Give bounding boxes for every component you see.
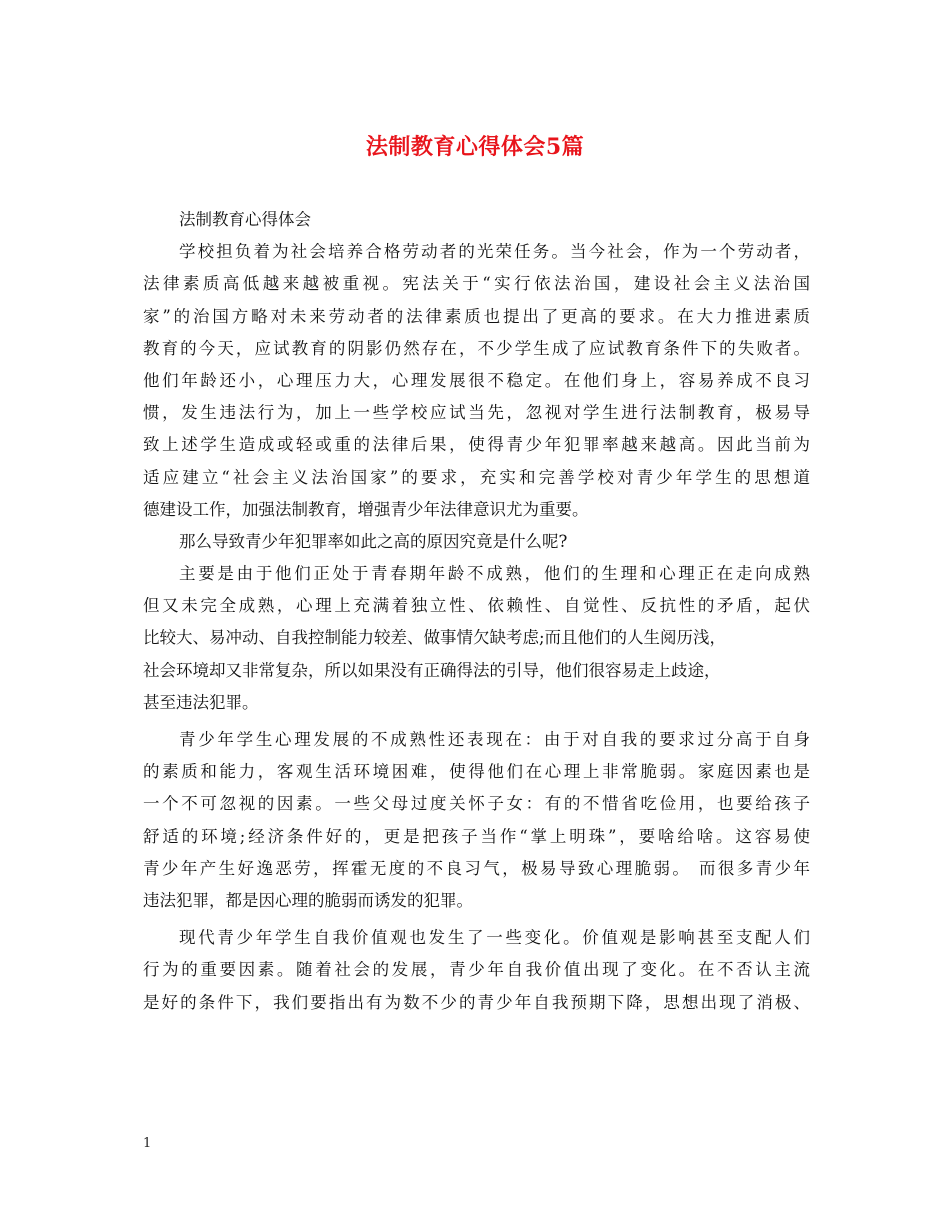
text-line: 德建设工作，加强法制教育，增强青少年法律意识尤为重要。 (143, 499, 589, 519)
text-line: 社会环境却又非常复杂，所以如果没有正确得法的引导，他们很容易走上歧途， (143, 660, 721, 680)
text-line: 惯，发生违法行为，加上一些学校应试当先，忽视对学生进行法制教育，极易导 (143, 403, 810, 423)
text-line: 适应建立“社会主义法治国家”的要求，充实和完善学校对青少年学生的思想道 (143, 467, 810, 487)
text-line: 那么导致青少年犯罪率如此之高的原因究竟是什么呢? (179, 531, 568, 551)
text-line: 的素质和能力，客观生活环境困难，使得他们在心理上非常脆弱。家庭因素也是 (143, 762, 810, 782)
document-body (143, 204, 810, 1019)
text-line: 行为的重要因素。随着社会的发展，青少年自我价值出现了变化。在不否认主流 (143, 960, 810, 980)
text-line: 舒适的环境;经济条件好的，更是把孩子当作“掌上明珠”，要啥给啥。这容易使 (143, 826, 810, 846)
text-line: 违法犯罪，都是因心理的脆弱而诱发的犯罪。 (143, 890, 473, 910)
text-line: 致上述学生造成或轻或重的法律后果，使得青少年犯罪率越来越高。因此当前为 (143, 435, 810, 455)
text-line: 青少年产生好逸恶劳，挥霍无度的不良习气，极易导致心理脆弱。 而很多青少年 (143, 858, 810, 878)
text-line: 现代青少年学生自我价值观也发生了一些变化。价值观是影响甚至支配人们 (179, 928, 810, 948)
text-line: 一个不可忽视的因素。一些父母过度关怀子女：有的不惜省吃俭用，也要给孩子 (143, 794, 810, 814)
text-line: 学校担负着为社会培养合格劳动者的光荣任务。当今社会，作为一个劳动者， (179, 242, 810, 262)
text-line: 是好的条件下，我们要指出有为数不少的青少年自我预期下降，思想出现了消极、 (143, 992, 810, 1012)
text-line: 甚至违法犯罪。 (143, 692, 259, 712)
text-line: 青少年学生心理发展的不成熟性还表现在：由于对自我的要求过分高于自身 (179, 730, 810, 749)
text-line: 但又未完全成熟，心理上充满着独立性、依赖性、自觉性、反抗性的矛盾，起伏 (143, 596, 810, 616)
text-line: 比较大、易冲动、自我控制能力较差、做事情欠缺考虑;而且他们的人生阅历浅， (143, 628, 727, 648)
text-line: 家”的治国方略对未来劳动者的法律素质也提出了更高的要求。在大力推进素质 (143, 306, 810, 326)
text-line: 法制教育心得体会 (179, 210, 311, 229)
text-line: 他们年龄还小，心理压力大，心理发展很不稳定。在他们身上，容易养成不良习 (143, 370, 810, 390)
text-line: 教育的今天，应试教育的阴影仍然存在，不少学生成了应试教育条件下的失败者。 (143, 338, 810, 358)
text-line: 主要是由于他们正处于青春期年龄不成熟，他们的生理和心理正在走向成熟 (179, 564, 810, 584)
page-title: 法制教育心得体会5篇 (365, 134, 585, 160)
page-number: 1 (143, 1136, 152, 1151)
text-line: 法律素质高低越来越被重视。宪法关于“实行依法治国，建设社会主义法治国 (143, 274, 810, 294)
